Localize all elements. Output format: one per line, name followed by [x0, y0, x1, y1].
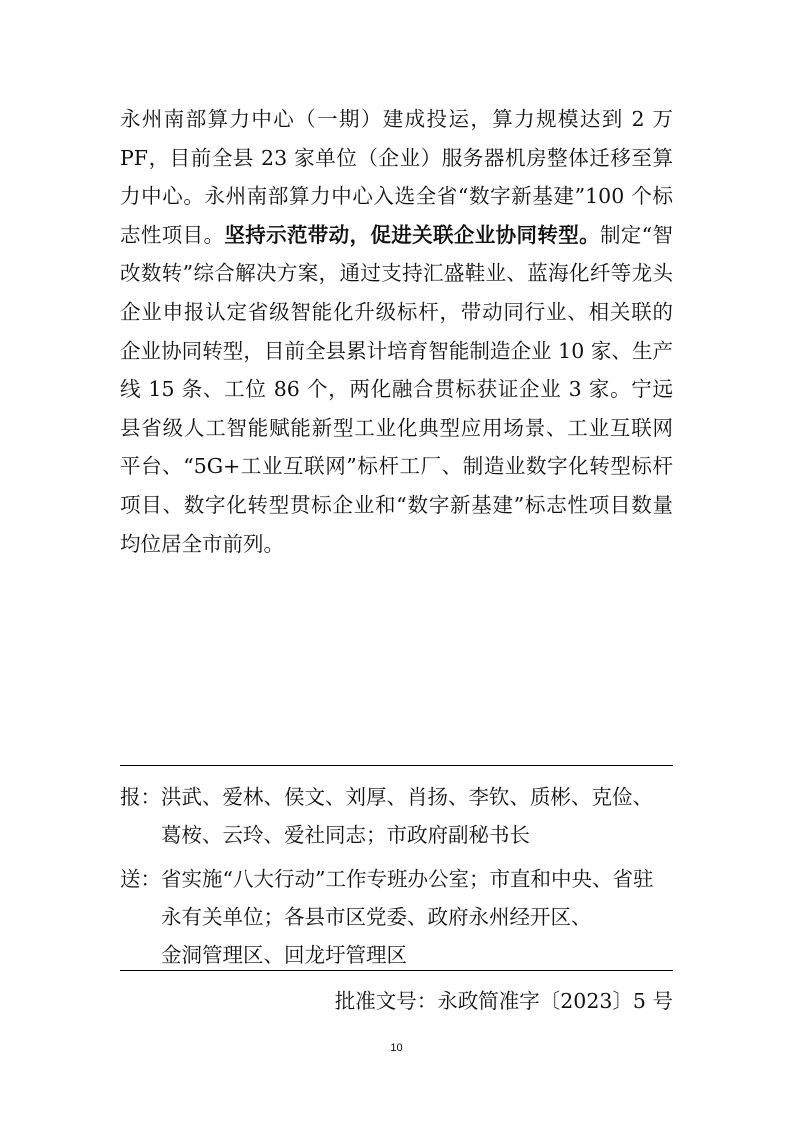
send-line-2: 永有关单位；各县市区党委、政府永州经开区、 [161, 905, 592, 929]
send-line-3: 金洞管理区、回龙圩管理区 [161, 943, 407, 967]
page-number: 10 [390, 1042, 403, 1054]
approval-number: 批准文号：永政简准字〔2023〕5 号 [334, 989, 673, 1013]
report-line-2: 葛桉、云玲、爱社同志；市政府副秘书长 [161, 823, 530, 847]
report-label: 报： [120, 785, 161, 809]
report-line-1: 洪武、爱林、侯文、刘厚、肖扬、李钦、质彬、克俭、 [161, 785, 653, 809]
distribution-top-rule [120, 765, 673, 766]
send-line-1: 省实施“八大行动”工作专班办公室；市直和中央、省驻 [161, 867, 654, 891]
distribution-bottom-rule [120, 970, 673, 971]
send-label: 送： [120, 867, 161, 891]
report-to-section [120, 778, 673, 854]
body-paragraph [120, 100, 673, 563]
body-text-part2: 制定“智改数转”综合解决方案，通过支持汇盛鞋业、蓝海化纤等龙头企业申报认定省级智能化升级标杆，带动同行业、相关联的企业协同转型，目前全县累计培育智能制造企业 10 家、生产线 15 条、工位 86 个，两化融合贯标获证企业 3 家。宁远县省级人工智能赋能新型工业化典型应用场景、工业互联网平台、“5G+工业互联网”标杆工厂、制造业数字化转型标杆项目、数字化转型贯标企业和“数字新基建”标志性项目数量均位居全市前列。 [120, 222, 674, 556]
send-to-section [120, 860, 673, 974]
bold-heading: 坚持示范带动，促进关联企业协同转型。 [224, 222, 600, 247]
body-text-part1: 永州南部算力中心（一期）建成投运，算力规模达到 2 万 PF，目前全县 23 家单位（企业）服务器机房整体迁移至算力中心。永州南部算力中心入选全省“数字新基建”100 个标志性项目。 [120, 107, 673, 247]
